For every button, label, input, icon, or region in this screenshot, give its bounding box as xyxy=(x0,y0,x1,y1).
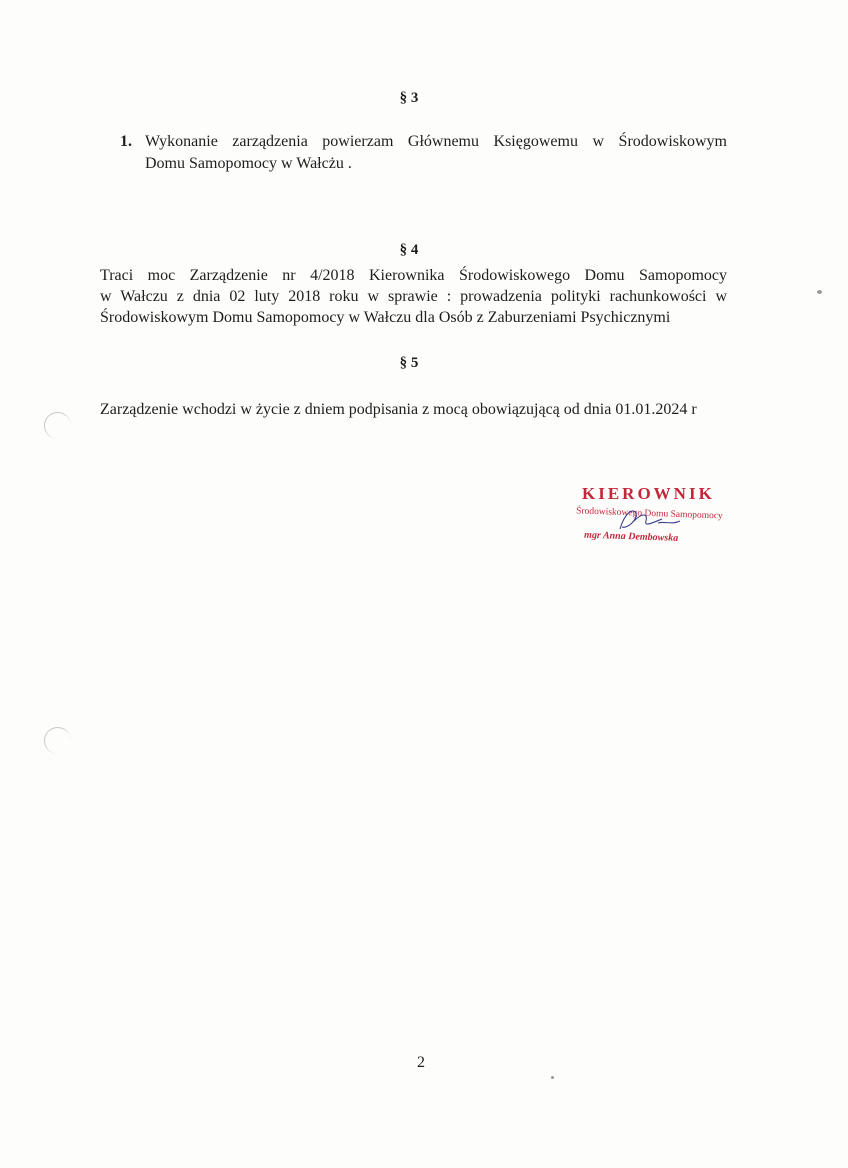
page-number: 2 xyxy=(417,1054,425,1071)
kierownik-stamp xyxy=(572,477,732,557)
item-line-1: Wykonanie zarządzenia powierzam Głównemu Księgowemu w Środowiskowym xyxy=(145,133,727,150)
item-line-2: Domu Samopomocy w Wałcżu . xyxy=(145,155,352,172)
section-4-paragraph xyxy=(100,265,727,328)
punch-hole-bottom xyxy=(44,727,71,754)
scan-speck xyxy=(551,1076,554,1079)
section-5-paragraph xyxy=(100,399,740,420)
item-number: 1. xyxy=(120,133,132,150)
section-5-text: Zarządzenie wchodzi w życie z dniem podpisania z mocą obowiązującą od dnia 01.01.2024 r xyxy=(100,401,697,418)
section-3-heading: § 3 xyxy=(399,90,419,106)
punch-hole-top xyxy=(44,412,71,439)
stamp-title: KIEROWNIK xyxy=(582,484,715,503)
scan-speck xyxy=(817,290,822,294)
stamp-name: mgr Anna Dembowska xyxy=(583,529,679,544)
stamp-subtitle: Środowiskowego Domu Samopomocy xyxy=(575,506,723,522)
section-4-line-3: Środowiskowym Domu Samopomocy w Wałczu dla Osób z Zaburzeniami Psychicznymi xyxy=(100,309,671,326)
section-5-heading: § 5 xyxy=(399,355,419,371)
section-4-line-1: Traci moc Zarządzenie nr 4/2018 Kierownika Środowiskowego Domu Samopomocy xyxy=(100,267,727,284)
section-4-heading: § 4 xyxy=(399,242,419,258)
section-4-line-2: w Wałczu z dnia 02 luty 2018 roku w sprawie : prowadzenia polityki rachunkowości w xyxy=(100,288,727,305)
